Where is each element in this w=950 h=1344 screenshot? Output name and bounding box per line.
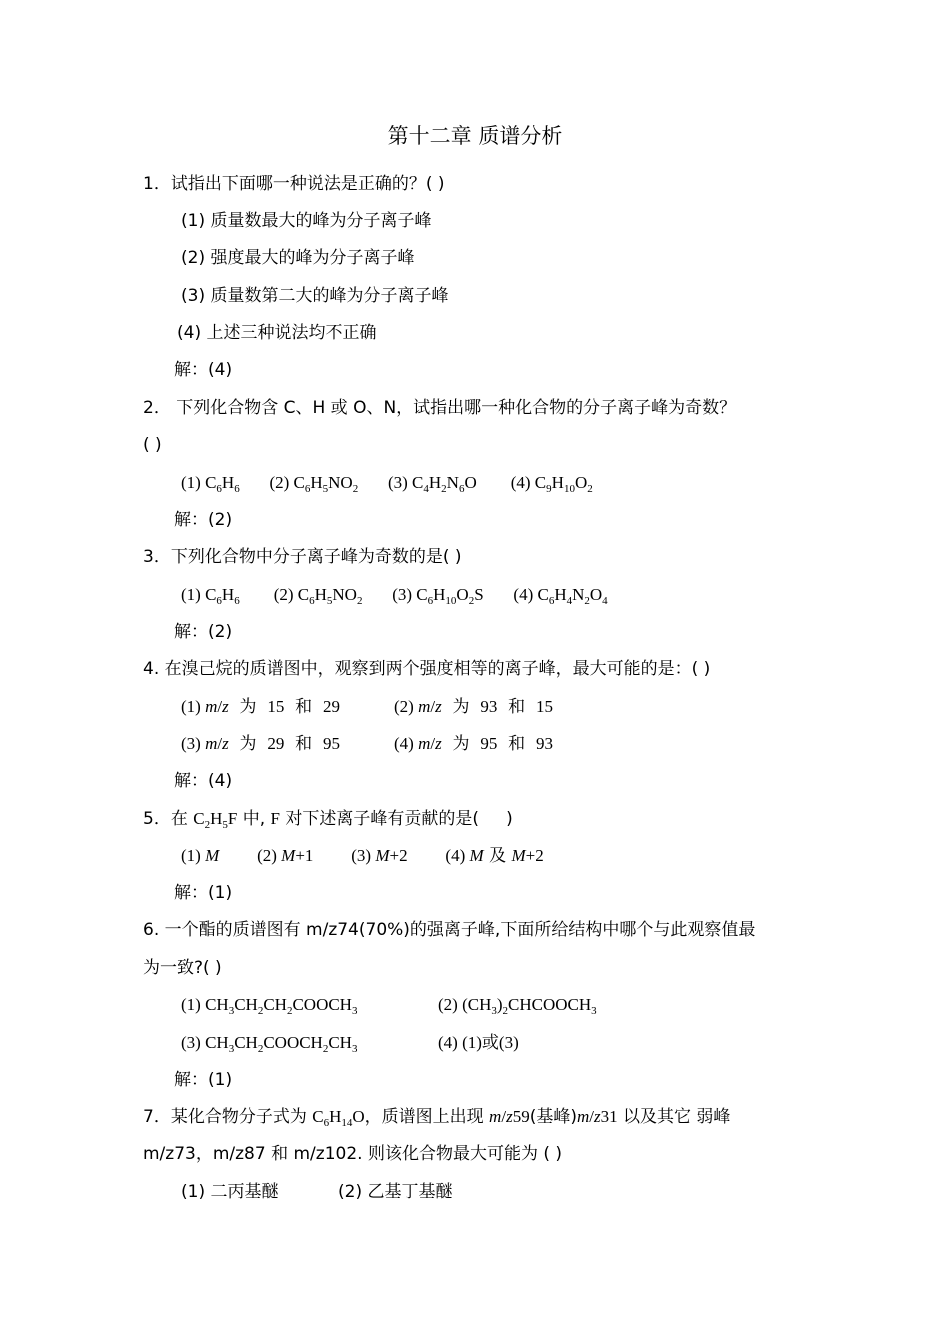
question-1-stem: 1．试指出下面哪一种说法是正确的？( )	[143, 174, 445, 194]
page-title: 第十二章 质谱分析	[387, 124, 563, 148]
question-2-stem: 2． 下列化合物含 C、H 或 O、N，试指出哪一种化合物的分子离子峰为奇数？	[143, 398, 737, 418]
question-4-answer: 解：(4)	[174, 771, 233, 791]
question-2-stem-cont: ( )	[143, 435, 162, 455]
question-1-answer: 解：(4)	[174, 360, 233, 380]
question-1-option-4: (4) 上述三种说法均不正确	[177, 323, 377, 343]
question-6-stem: 6. 一个酯的质谱图有 m/z74(70%)的强离子峰,下面所给结构中哪个与此观察值最	[143, 920, 756, 940]
question-6-option-3: (3) $CH_3CH_2COOCH_2CH_3$	[181, 1033, 358, 1055]
question-7-option-2: (2) 乙基丁基醚	[338, 1182, 453, 1202]
question-6-option-4: (4) (1)或(3)	[438, 1033, 519, 1053]
question-5-stem: 5．在 $C_2H_5F$ 中, F 对下述离子峰有贡献的是( )	[143, 809, 513, 831]
question-5-options: (1) M (2) M+1 (3) M+2 (4) M 及 M+2	[181, 846, 544, 866]
question-1-option-3: (3) 质量数第二大的峰为分子离子峰	[181, 286, 449, 306]
question-2-answer: 解：(2)	[174, 510, 233, 530]
question-1-option-2: (2) 强度最大的峰为分子离子峰	[181, 248, 415, 268]
question-5-answer: 解：(1)	[174, 883, 233, 903]
question-3-stem: 3．下列化合物中分子离子峰为奇数的是( )	[143, 547, 462, 567]
question-1-option-1: (1) 质量数最大的峰为分子离子峰	[181, 211, 432, 231]
question-6-answer: 解：(1)	[174, 1070, 233, 1090]
question-7-option-1: (1) 二丙基醚	[181, 1182, 279, 1202]
question-6-stem-cont: 为一致?( )	[143, 958, 222, 978]
question-3-answer: 解：(2)	[174, 622, 233, 642]
question-4-options-row-2: (3) m/z 为 29 和 95 (4) m/z 为 95 和 93	[181, 734, 553, 754]
question-4-options-row-1: (1) m/z 为 15 和 29 (2) m/z 为 93 和 15	[181, 697, 553, 717]
question-6-option-2: (2) $(CH_3)_2CHCOOCH_3$	[438, 995, 597, 1017]
question-2-options: (1) $C_6H_6$ (2) $C_6H_5NO_2$ (3) $C_4H_2N_6O$ (4) $C_9H_{10}O_2$	[181, 473, 593, 495]
question-3-options: (1) $C_6H_6$ (2) $C_6H_5NO_2$ (3) $C_6H_{10}O_2S$ (4) $C_6H_4N_2O_4$	[181, 585, 608, 607]
question-6-options-row-1: (1) $CH_3CH_2CH_2COOCH_3$	[181, 995, 358, 1017]
question-7-stem-cont: m/z73，m/z87 和 m/z102. 则该化合物最大可能为 ( )	[143, 1144, 563, 1164]
question-4-stem: 4. 在溴己烷的质谱图中，观察到两个强度相等的离子峰，最大可能的是：( )	[143, 659, 711, 679]
question-7-stem: 7．某化合物分子式为 $C_6H_{14}O$，质谱图上出现 m/z59(基峰)m/z31 以及其它 弱峰	[143, 1107, 731, 1129]
